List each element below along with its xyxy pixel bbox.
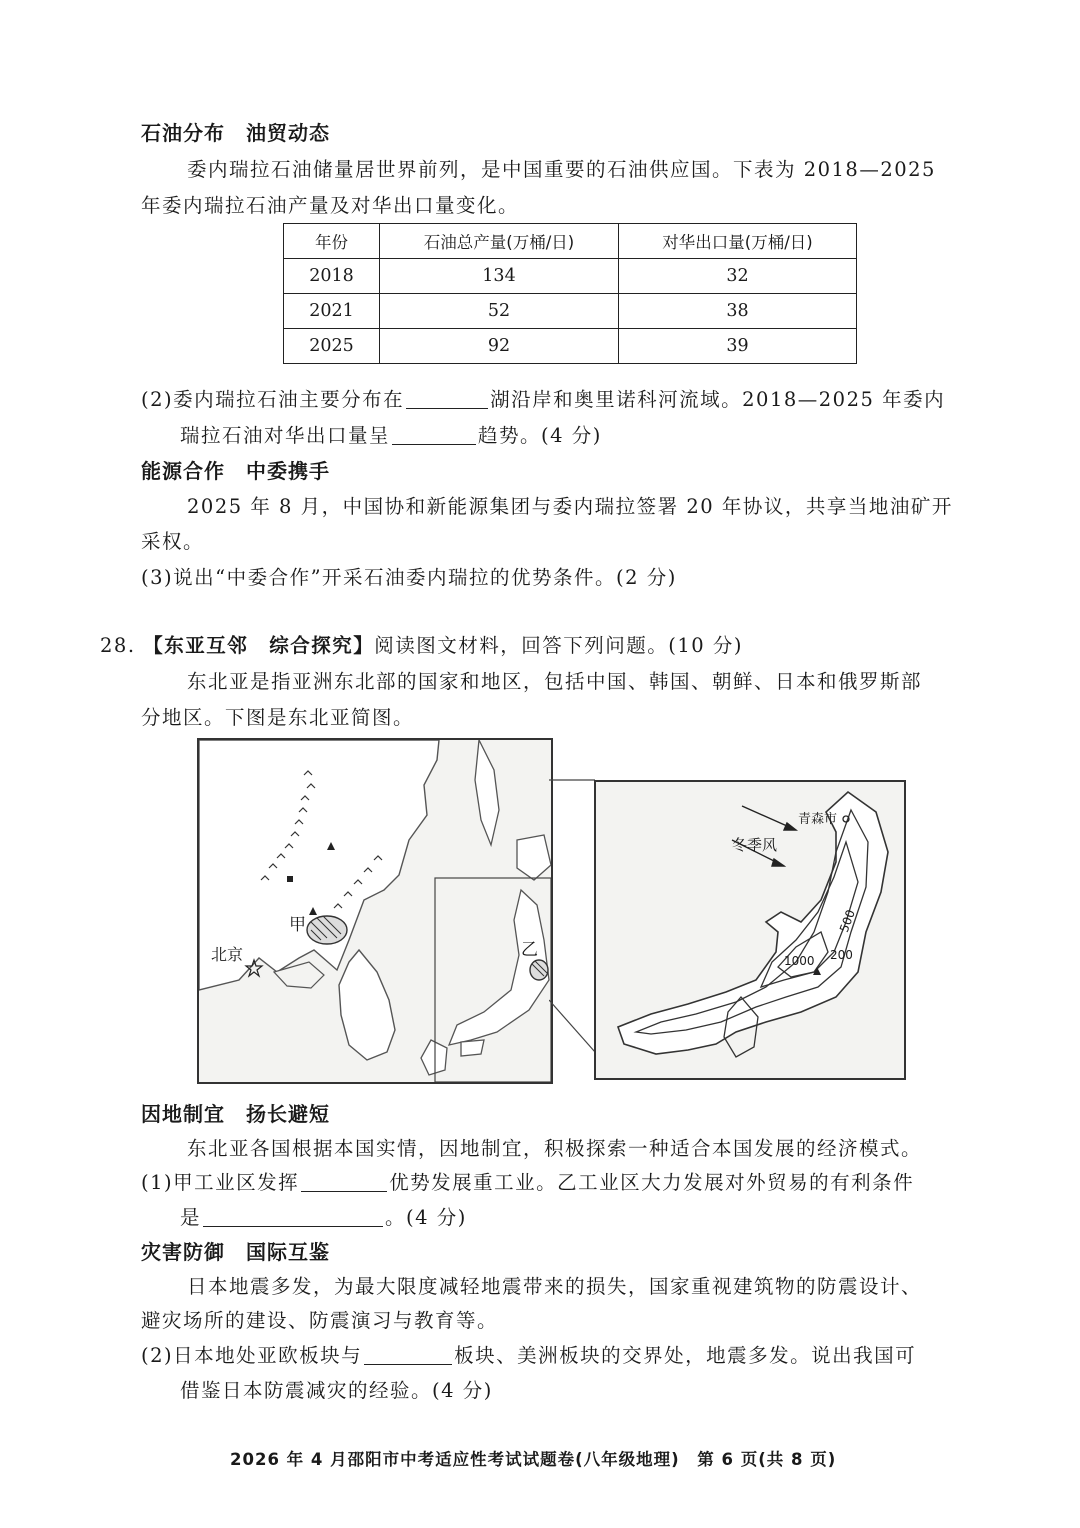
table-cell: 2021 [284, 294, 380, 329]
disaster-line2: 避灾场所的建设、防震演习与教育等。 [141, 1309, 499, 1332]
page-footer: 2026 年 4 月邵阳市中考适应性考试试题卷(八年级地理) 第 6 页(共 8 页) [230, 1450, 837, 1469]
energy-line1: 2025 年 8 月，中国协和新能源集团与委内瑞拉签署 20 年协议，共享当地油矿开 [187, 495, 953, 518]
korea-peninsula [339, 950, 395, 1060]
label-aomori: 青森市 [798, 812, 838, 827]
sakhalin-island [475, 740, 499, 845]
japan-topographic-map [594, 780, 906, 1080]
northeast-asia-map [197, 738, 553, 1084]
question-28-1-line1: (1)甲工业区发挥 优势发展重工业。乙工业区大力发展对外贸易的有利条件 [141, 1171, 915, 1194]
oil-intro-line1: 委内瑞拉石油储量居世界前列，是中国重要的石油供应国。下表为 2018—2025 [187, 158, 936, 181]
section-heading-disaster: 灾害防御 国际互鉴 [141, 1240, 330, 1264]
energy-line2: 采权。 [141, 530, 205, 553]
table-header-cell: 年份 [284, 224, 380, 259]
table-cell: 2025 [284, 329, 380, 364]
question-number: (2) [141, 1344, 174, 1367]
label-jia: 甲 [289, 915, 306, 935]
table-row [284, 294, 857, 329]
q28-intro-line2: 分地区。下图是东北亚简图。 [141, 706, 415, 729]
kyushu-island [421, 1040, 447, 1075]
table-cell: 2018 [284, 259, 380, 294]
label-contour-1000: 1000 [784, 954, 815, 968]
table-cell: 134 [380, 259, 619, 294]
label-beijing: 北京 [211, 945, 244, 964]
question-number: 28. [100, 634, 136, 657]
table-cell: 52 [380, 294, 619, 329]
local-line1: 东北亚各国根据本国实情，因地制宜，积极探索一种适合本国发展的经济模式。 [187, 1137, 923, 1160]
inset-connector [549, 770, 595, 1060]
answer-blank[interactable] [406, 388, 488, 409]
answer-blank[interactable] [392, 424, 476, 445]
table-row [284, 259, 857, 294]
question-28-2-line1: (2)日本地处亚欧板块与 板块、美洲板块的交界处，地震多发。说出我国可 [141, 1344, 917, 1367]
label-contour-500: 500 [836, 907, 858, 935]
question-27-3: (3)说出“中委合作”开采石油委内瑞拉的优势条件。(2 分) [141, 566, 677, 589]
answer-blank[interactable] [301, 1171, 387, 1192]
table-row [284, 329, 857, 364]
shikoku-island [461, 1040, 484, 1056]
table-cell: 32 [619, 259, 857, 294]
answer-blank[interactable] [203, 1206, 383, 1227]
table-cell: 39 [619, 329, 857, 364]
label-yi: 乙 [521, 940, 538, 960]
question-27-2-line2: 瑞拉石油对华出口量呈 趋势。(4 分) [180, 424, 602, 447]
industrial-zone-jia [307, 916, 347, 944]
label-contour-200: 200 [830, 948, 853, 962]
table-header-cell: 对华出口量(万桶/日) [619, 224, 857, 259]
hokkaido-island [517, 835, 551, 880]
table-cell: 38 [619, 294, 857, 329]
question-28-2-line2: 借鉴日本防震减灾的经验。(4 分) [180, 1379, 493, 1402]
table-header-row [284, 224, 857, 259]
question-number: (1) [141, 1171, 174, 1194]
question-28-title: 28. 【东亚互邻 综合探究】阅读图文材料，回答下列问题。(10 分) [100, 634, 743, 657]
label-winter-wind: 冬季风 [732, 836, 778, 854]
section-heading-energy: 能源合作 中委携手 [141, 459, 330, 483]
answer-blank[interactable] [364, 1344, 452, 1365]
oil-intro-line2: 年委内瑞拉石油产量及对华出口量变化。 [141, 194, 520, 217]
industrial-zone-yi [530, 960, 548, 980]
question-28-1-line2: 是 。(4 分) [180, 1206, 467, 1229]
disaster-line1: 日本地震多发，为最大限度减轻地震带来的损失，国家重视建筑物的防震设计、 [187, 1275, 923, 1298]
map-drawing [199, 740, 551, 1082]
section-heading-local: 因地制宜 扬长避短 [141, 1102, 330, 1126]
city-marker [287, 876, 293, 882]
section-heading-oil: 石油分布 油贸动态 [141, 121, 330, 145]
question-27-2-line1: (2)委内瑞拉石油主要分布在 湖沿岸和奥里诺科河流域。2018—2025 年委内 [141, 388, 946, 411]
table-cell: 92 [380, 329, 619, 364]
question-number: (2) [141, 388, 174, 411]
q28-intro-line1: 东北亚是指亚洲东北部的国家和地区，包括中国、韩国、朝鲜、日本和俄罗斯部 [187, 670, 923, 693]
oil-production-table [283, 223, 857, 364]
table-header-cell: 石油总产量(万桶/日) [380, 224, 619, 259]
japan-contour-drawing [596, 782, 904, 1078]
